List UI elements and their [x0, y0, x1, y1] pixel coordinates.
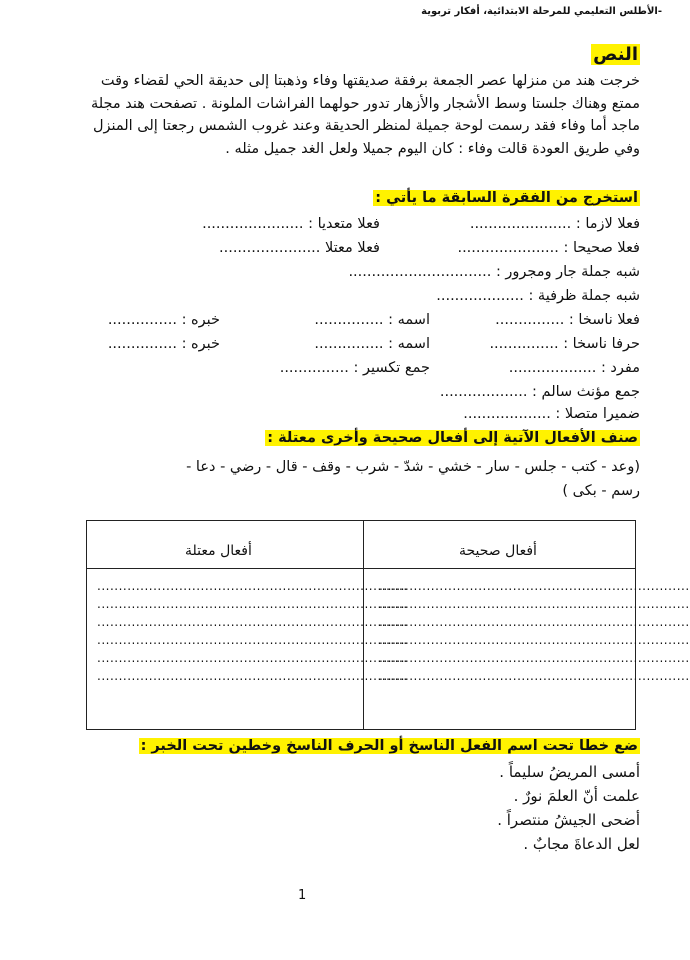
page-number: 1	[298, 888, 307, 903]
extract-broken-plural	[280, 360, 430, 376]
answer-blank: ........................................................................	[379, 597, 690, 611]
extract-heading	[373, 190, 640, 206]
exercise-sentence: أمسى المريضُ سليماً .	[499, 763, 640, 781]
answer-blank: ...................	[436, 288, 524, 304]
paragraph-line: ماجد أما وفاء فقد رسمت لوحة جميلة لمنظر الحديقة وعند غروب الشمس رجعتا إلى المنزل	[92, 118, 640, 134]
extract-intransitive	[470, 216, 640, 232]
exercise-sentence: علمت أنّ العلمَ نورٌ .	[513, 787, 640, 805]
exercise-sentence: لعل الدعاةَ مجابٌ .	[523, 835, 640, 853]
extract-heading-label: استخرج من الفقرة السابقة ما يأتي :	[375, 190, 638, 206]
text-title	[591, 44, 640, 65]
paragraph-line: ممتع وهناك جلستا وسط الأشجار والأزهار تدور حولهما الفراشات الملونة . تصفحت هند مجلة	[90, 95, 640, 112]
extract-singular	[509, 360, 640, 376]
answer-blank: ...............	[314, 336, 384, 352]
label: خبره :	[181, 312, 220, 328]
answer-blank: ......................	[457, 240, 559, 256]
answer-blank: ........................................................................	[97, 651, 408, 665]
answer-blank: ........................................................................	[379, 579, 690, 593]
extract-prep-phrase	[348, 264, 640, 280]
verbs-list	[60, 455, 640, 503]
label: جمع مؤنث سالم :	[532, 384, 640, 400]
answer-blank: ...............	[489, 336, 559, 352]
extract-fem-plural	[440, 384, 640, 400]
answer-blank: ......................	[219, 240, 321, 256]
table-header-divider	[87, 568, 635, 569]
extract-kana-khabar	[108, 312, 220, 328]
answer-blank: ...............	[107, 336, 177, 352]
label: خبره :	[181, 336, 220, 352]
label: اسمه :	[388, 336, 430, 352]
answer-blank: ........................................................................	[379, 633, 690, 647]
answer-blank: ...............	[495, 312, 565, 328]
page-header: -الأطلس التعليمي للمرحلة الابتدائية، أفكار تربوية	[421, 6, 662, 17]
underline-heading-label: ضع خطا تحت اسم الفعل الناسخ أو الحرف الناسخ وخطين تحت الخبر :	[140, 738, 638, 754]
answer-blank: ...............	[314, 312, 384, 328]
reading-paragraph	[34, 70, 640, 160]
extract-kana-ism	[314, 312, 430, 328]
paragraph-line: وفي طريق العودة قالت وفاء : كان اليوم جميلا ولعل الغد جميل مثله .	[225, 140, 640, 157]
extract-transitive	[202, 216, 380, 232]
table-header-weak: أفعال معتلة	[185, 543, 252, 559]
answer-blank: ...................	[463, 406, 551, 422]
label: ضميرا متصلا :	[555, 406, 640, 422]
extract-inna-khabar	[108, 336, 220, 352]
extract-weak	[219, 240, 380, 256]
classify-heading-label: صنف الأفعال الآتية إلى أفعال صحيحة وأخرى معتلة :	[267, 430, 638, 446]
answer-blank: ........................................................................	[97, 579, 408, 593]
verbs-line: (وعد - كتب - جلس - سار - خشي - شدّ - شرب - وقف - قال - رضي - دعا -	[186, 459, 640, 475]
answer-blank: ...................	[508, 360, 597, 376]
answer-blank: ...............................	[348, 264, 492, 280]
extract-adverb-phrase	[436, 288, 640, 304]
extract-kana-verb	[495, 312, 640, 328]
answer-blank: ........................................................................	[379, 615, 690, 629]
answer-blank: ........................................................................	[97, 669, 408, 683]
underline-heading	[139, 738, 640, 754]
classify-heading	[265, 430, 640, 446]
label: اسمه :	[388, 312, 430, 328]
table-column-weak	[97, 579, 408, 687]
extract-inna-ism	[314, 336, 430, 352]
label: شبه جملة ظرفية :	[528, 288, 640, 304]
label: مفرد :	[600, 360, 640, 376]
answer-blank: ......................	[469, 216, 572, 232]
exercise-sentence: أضحى الجيشُ منتصراً .	[497, 811, 640, 829]
answer-blank: ...............	[279, 360, 349, 376]
verbs-line: رسم - بكى )	[562, 483, 640, 499]
answer-blank: ........................................................................	[379, 669, 690, 683]
answer-blank: ...................	[439, 384, 528, 400]
extract-inna-particle	[489, 336, 640, 352]
label: فعلا ناسخا :	[568, 312, 640, 328]
answer-blank: ........................................................................	[97, 597, 408, 611]
table-column-sound	[379, 579, 690, 687]
extract-sound	[457, 240, 640, 256]
answer-blank: ........................................................................	[97, 615, 408, 629]
paragraph-line: خرجت هند من منزلها عصر الجمعة برفقة صديقتها وفاء وذهبتا إلى حديقة الحي لقضاء وقت	[100, 73, 640, 89]
label: شبه جملة جار ومجرور :	[495, 264, 640, 280]
answer-blank: ...............	[107, 312, 177, 328]
label: فعلا متعديا :	[308, 216, 380, 232]
label: حرفا ناسخا :	[563, 336, 640, 352]
label: فعلا لازما :	[575, 216, 640, 232]
answer-blank: ........................................................................	[97, 633, 408, 647]
label: فعلا صحيحا :	[563, 240, 640, 256]
answer-blank: ........................................................................	[379, 651, 690, 665]
label: فعلا معتلا	[325, 240, 380, 256]
extract-pronoun	[463, 406, 640, 422]
answer-blank: ......................	[202, 216, 304, 232]
classification-table	[86, 520, 690, 730]
table-header-sound: أفعال صحيحة	[459, 543, 537, 559]
label: جمع تكسير :	[353, 360, 430, 376]
text-title-label: النص	[593, 44, 638, 65]
